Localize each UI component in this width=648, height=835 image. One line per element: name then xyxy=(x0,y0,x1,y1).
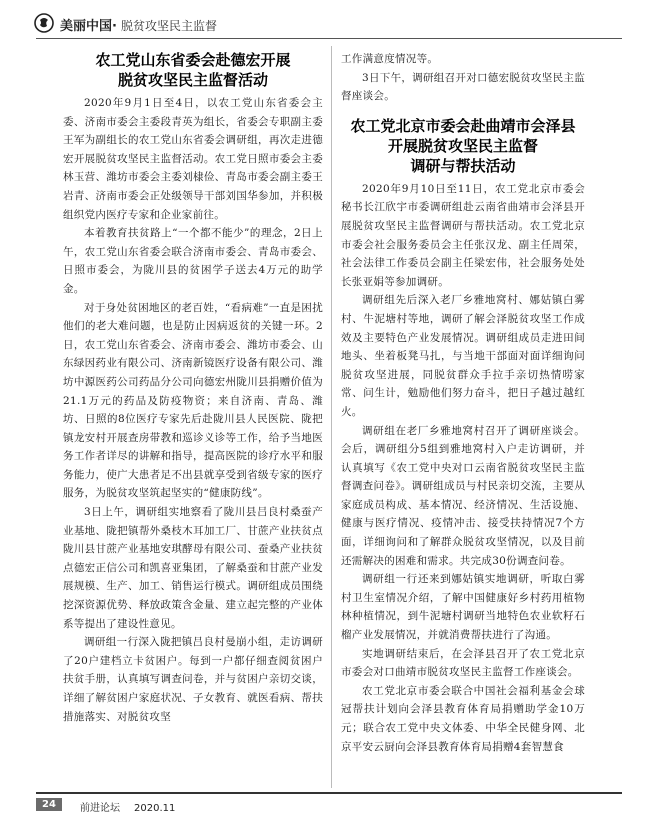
journal-name: 前进论坛 xyxy=(80,803,120,814)
right-column xyxy=(341,50,585,756)
magazine-name: 美丽中国· xyxy=(60,19,117,34)
article2-title-line: 农工党北京市委会赴曲靖市会泽县 xyxy=(350,116,576,135)
page-footer xyxy=(36,792,622,816)
article1-continuation: 工作满意度情况等。 xyxy=(341,53,439,65)
footer-divider xyxy=(36,792,622,794)
article2-paragraph: 农工党北京市委会联合中国社会福利基金会球冠帮扶计划向会泽县教育体育局捐赠助学金10万元；联合农工党中央文体委、中华全民健身网、北京平安云厨向会泽县教育体育局捐赠4套智慧食 xyxy=(341,684,585,753)
circular-logo-icon xyxy=(34,13,54,33)
article1-paragraph: 3日上午，调研组实地察看了陇川县吕良村桑蚕产业基地、陇把镇帮外桑枝木耳加工厂、甘蔗产业扶贫点陇川县甘蔗产业基地安琪酵母有限公司、蚕桑产业扶贫点德宏正信公司和凯喜亚集团，了解桑蚕和甘蔗产业发展规模、生产、加工、销售运行模式。调研组成员围绕挖深资源优势、释放政策含金量、建立起完整的产业体系等提出了建设性意见。 xyxy=(63,506,323,630)
column-name: 脱贫攻坚民主监督 xyxy=(120,19,217,33)
article1-paragraph: 本着教育扶贫路上“一个都不能少”的理念，2日上午，农工党山东省委会联合济南市委会、青岛市委会、日照市委会，为陇川县的贫困学子送去4万元的助学金。 xyxy=(63,227,323,295)
article1-continuation: 3日下午，调研组召开对口德宏脱贫攻坚民主监督座谈会。 xyxy=(341,71,585,103)
issue-number: 2020.11 xyxy=(134,803,176,814)
column-divider xyxy=(331,46,332,788)
page-number: 24 xyxy=(36,798,62,811)
header-divider xyxy=(36,38,622,39)
article2-paragraph: 调研组一行还来到娜姑镇实地调研，听取白雾村卫生室情况介绍，了解中国健康好乡村药用植物林种植情况，到牛泥塘村调研当地特色农业软籽石榴产业发展情况，并就消费帮扶进行了沟通。 xyxy=(341,573,585,642)
article1-paragraph: 对于身处贫困地区的老百姓，“看病难”一直是困扰他们的老大难问题，也是防止因病返贫的关键一环。2日，农工党山东省委会、济南市委会、潍坊市委会、山东绿因药业有限公司、济南新镜医疗设备有限公司、潍坊中源医药公司药品分公司向德宏州陇川县捐赠价值为21.1万元的药品及防疫物资；来自济南、青岛、潍坊、日照的8位医疗专家先后赴陇川县人民医院、陇把镇龙安村开展查房带教和巡诊义诊等工作，给予当地医务工作者详尽的讲解和指导，提高医院的诊疗水平和服务能力，使广大患者足不出县就享受到省级专家的医疗服务，为脱贫攻坚筑起坚实的“健康防线”。 xyxy=(63,301,323,500)
magazine-section-label xyxy=(60,15,217,34)
article1-paragraph: 调研组一行深入陇把镇吕良村曼崩小组，走访调研了20户建档立卡贫困户。每到一户都仔细查阅贫困户扶贫手册，认真填写调查问卷，并与贫困户亲切交谈，详细了解贫困户家庭状况、子女教育、就医看病、帮扶措施落实、对脱贫攻坚 xyxy=(63,636,323,723)
article2-paragraph: 2020年9月10日至11日，农工党北京市委会秘书长江欣宇市委调研组赴云南省曲靖市会泽县开展脱贫攻坚民主监督调研与帮扶活动。农工党北京市委会社会服务委员会主任张汉龙、副主任周荣，社会法律工作委员会副主任梁宏伟，社会服务处处长张亚娟等参加调研。 xyxy=(341,182,585,288)
footer-journal xyxy=(80,799,175,814)
article1-paragraph: 2020年9月1日至4日，以农工党山东省委会主委、济南市委会主委段青英为组长，省委会专职副主委王军为副组长的农工党山东省委会调研组，再次走进德宏开展脱贫攻坚民主监督活动。农工党日照市委会主委林玉营、潍坊市委会主委刘棣俭、青岛市委会副主委王岩青、济南市委会正处级领导干部刘国华参加，并积极组织党内医疗专家和企业家前往。 xyxy=(63,97,323,221)
article2-paragraph: 实地调研结束后，在会泽县召开了农工党北京市委会对口曲靖市脱贫攻坚民主监督工作座谈会。 xyxy=(341,647,585,679)
article2-paragraph: 调研组在老厂乡雅地窝村召开了调研座谈会。会后，调研组分5组到雅地窝村入户走访调研，并认真填写《农工党中央对口云南省脱贫攻坚民主监督调查问卷》。调研组成员与村民亲切交流，主要从家庭成员构成、基本情况、经济情况、生活设施、健康与医疗情况、疫情冲击、接受扶持情况7个方面，详细询问和了解群众脱贫攻坚情况，以及目前还需解决的困难和需求。共完成30份调查问卷。 xyxy=(341,424,585,567)
article1-title-line: 脱贫攻坚民主监督活动 xyxy=(117,71,268,89)
article1-title xyxy=(63,50,323,90)
article2-title xyxy=(341,116,585,176)
article1-title-line: 农工党山东省委会赴德宏开展 xyxy=(95,51,291,69)
article2-title-line: 开展脱贫攻坚民主监督 xyxy=(387,136,538,155)
left-column xyxy=(63,50,323,726)
article2-paragraph: 调研组先后深入老厂乡雅地窝村、娜姑镇白雾村、牛泥塘村等地，调研了解会泽脱贫攻坚工作成效及主要特色产业发展情况。调研组成员走进田间地头、坐着板凳马扎，与当地干部面对面详细询问脱贫攻坚进展，同脱贫群众手拉手亲切热情唠家常、问生计，勉励他们努力奋斗，把日子越过越红火。 xyxy=(341,294,585,418)
page-header xyxy=(34,12,624,38)
article2-title-line: 调研与帮扶活动 xyxy=(410,156,516,175)
